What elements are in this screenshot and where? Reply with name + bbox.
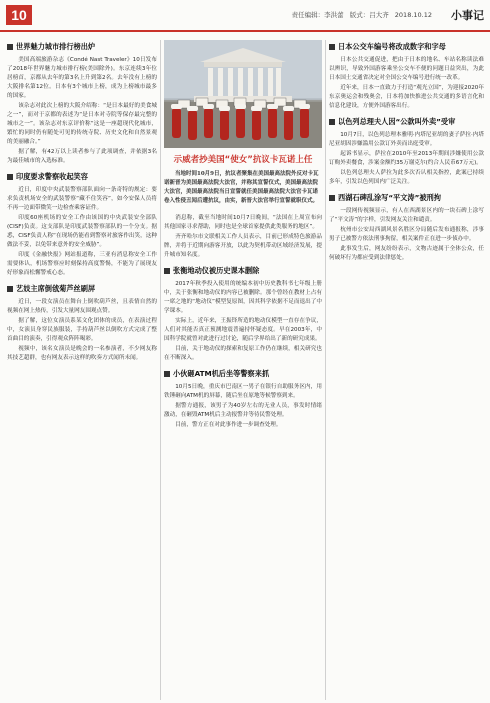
article-headline: 日本公交车编号将改成数字和字母	[329, 42, 484, 52]
right-column	[329, 40, 484, 700]
article	[329, 193, 484, 263]
article-headline: 小伙砸ATM机后坐等警察来抓	[164, 369, 322, 379]
article-paragraph: 据了解，有42万以上读者参与了此项调查，并依据3名为最佳城市的入选标准。	[7, 149, 157, 164]
left-column	[7, 40, 157, 700]
article-headline: 世界魅力城市排行榜出炉	[7, 42, 157, 52]
article-paragraph: 此事发生后，网友纷纷表示，文物古迹属于全体公众，任何破坏行为都应受到法律惩处。	[329, 246, 484, 261]
article-paragraph: 据了解，这位女演员系某文化团体的成员，在表演过程中，女演员身穿民族服装，手持葫芦丝以倒吹方式完成了整首曲目的演奏，引得观众阵阵喝彩。	[7, 318, 157, 342]
middle-articles	[164, 214, 322, 430]
article-headline: 艺妓主席倒戗菊芦丝刷屏	[7, 284, 157, 294]
article-paragraph: 印度《金融快报》网站报道称，三亚有消息称安全工作需要体认，机场警察应时刻保持高度警惕，不能为了展现友好形象而松懈警戒心态。	[7, 252, 157, 276]
article-headline: 张衡地动仪被历史课本删除	[164, 266, 322, 276]
page-header	[0, 0, 490, 32]
issue-date: 2018.10.12	[394, 11, 432, 19]
article	[7, 172, 157, 278]
header-credits	[288, 10, 432, 19]
article-paragraph: 齐齐哈尔市文联相关工作人员表示，目前已形成特色旅游品牌，并将于近期向游客开放，以此为契机带动区域经济发展，提升城市知名度。	[164, 234, 322, 258]
layout-credit: 版式：吕大齐	[349, 11, 389, 19]
editor-credit: 责任编辑：李洪蕾	[291, 11, 344, 19]
article-paragraph: 消息称，截至当地时间10月7日晚间，“法国在上周宣布向其他国家寻求帮助，同时也是全球首家提供此类服务的地区”。	[164, 215, 322, 230]
column-divider	[160, 40, 161, 700]
article	[164, 214, 322, 260]
article-paragraph: 近年来，日本一直致力于打造“观光立国”，为迎接2020年东京奥运会和残奥会，日本将加快推进公共交通的多语言化和信息化建设，方便外国游客出行。	[329, 85, 484, 109]
article-paragraph: 10月5日晚，重庆市巴南区一男子在银行自助服务区内，用铁锤砸向ATM机的屏幕，随后坐在原地等候警察到来。	[164, 384, 322, 399]
article-headline: 印度要求警察收起笑容	[7, 172, 157, 182]
article-paragraph: 以色列总理夫人萨拉为此多次否认相关指控，此案已持续多年，引发以色列国内广泛关注。	[329, 170, 484, 185]
news-photo	[164, 40, 322, 148]
article	[7, 284, 157, 363]
article-paragraph: 印度60座机场的安全工作由该国的中央武装安全部队(CISF)负责。这支部队是印度武装警察部队的一个分支。据悉，CISF负责人称“在现场仍能看到警察对旅客作出笑，这种做法不妥，以免带来意外的安全威胁”。	[7, 215, 157, 248]
article-paragraph: 10月7日，以色列总理本雅明·内塔尼亚胡的妻子萨拉·内塔尼亚胡因涉嫌滥用公款订外卖而出庭受审。	[329, 132, 484, 147]
supreme-court-protest-image	[164, 40, 322, 148]
photo-caption: 当地时间10月9日，抗议者聚集在美国最高法院外反对卡瓦诺新晋为美国最高法院大法官，并称其宣誓仪式，美国最高法院大法官，美国最高法院当日宣誓就任美国最高法院大法官卡瓦诺卷入性侵丑闻后遭抗议，由实，新晋大法官举行宣誓就职仪式。	[164, 171, 319, 204]
article	[164, 369, 322, 430]
article	[164, 266, 322, 363]
article-paragraph: 一段网传视频显示，有人在西湖景区内的一块石碑上涂写了“平文涛”的字样，引发网友关注和谴责。	[329, 208, 484, 223]
article-paragraph: 近日，印度中央武装警察部队面向一条奇特的规定：要求负责机场安全的武装警察“藏不住笑容”，如今安保人员将不再一边面带微笑一边检查乘客证件。	[7, 187, 157, 211]
article-paragraph: 目前，警方正在对此事作进一步调查处理。	[175, 422, 282, 428]
article-paragraph: 近日，一段女演员在舞台上倒吹葫芦丝，且表情自然的视频在网上热传，引发大量网友围观点赞。	[7, 299, 157, 314]
article-paragraph: 目前，关于地动仪的探索和复原工作仍在继续，相关研究也在不断深入。	[164, 346, 322, 361]
section-title: 小事记	[451, 9, 484, 22]
article-paragraph: 起诉书显示，萨拉在2010年至2013年期间涉嫌使用公款订购外卖餐食，涉案金额约35万谢克尔(约合人民币67万元)。	[329, 151, 484, 166]
article-paragraph: 日本公共交通促进，把由于日本的地名、车站名称读法难以辨识，导致外国游客乘坐公交车不便的问题日益突出，为此日本国土交通省决定对全国公交车编号进行统一改革。	[329, 57, 484, 81]
article-paragraph: 美国高端旅游杂志《Condé Nast Traveler》10日发布了2018年世界魅力城市排行榜(美国除外)。东京连续3年位居榜首，京都从去年的第3名上升到第2名。去年没有上榜的大阪排名第12位。日本有3个城市上榜，成为上榜城市最多的国家。	[7, 57, 157, 99]
article-paragraph: 据警方通报，该男子为40岁左右的无业人员，事发时情绪激动，在砸毁ATM机后主动报警并等待民警处理。	[164, 403, 322, 418]
article-paragraph: 杭州市公安局西湖风景名胜区分局随后发布通报称，涉事男子已被警方依法刑事拘留，相关案件正在进一步侦办中。	[329, 227, 484, 242]
article-paragraph: 2017年秋季投入使用的统编本初中历史教科书七年级上册中，关于张衡和地动仪的内容已被删除。那个曾经在教材上占有一席之地的“地动仪”模型复原图，因其科学依据不足而退出了中学课本。	[164, 281, 322, 314]
article-headline: 以色列总理夫人因“公款叫外卖”受审	[329, 117, 484, 127]
article-headline: 西湖石碑乱涂写“平文涛”被刑拘	[329, 193, 484, 203]
page-number: 10	[6, 5, 32, 25]
article-paragraph: 视频中，该名女演员是晚会的一名参演者，不少网友称其技艺超群，也有网友表示这样的吹奏方式闻所未闻。	[7, 346, 157, 361]
article-paragraph: 实际上，近年来，王振铎所造的地动仪模型一直存在争议，人们对其能否真正预测地震普遍持怀疑态度。早在2003年，中国科学院就曾对此进行过讨论，随后学界给出了新的研究成果。	[164, 318, 322, 342]
middle-column	[164, 40, 322, 700]
article	[7, 42, 157, 166]
article	[329, 117, 484, 187]
column-divider	[325, 40, 326, 700]
article-paragraph: 该杂志对此次上榜的大阪介绍称：“是日本最好的美食城之一”，而对于京都的表述为“是日本对寺院等保存最完整的城市之一”。该杂志对东京评价称“这是一座超现代化城市，繁忙的同时仍有随处可见的传统寺院、历史文化和自然景观的美丽融合。”	[7, 103, 157, 145]
photo-headline: 示威者抄美国“使女”抗议卡瓦诺上任	[173, 155, 313, 165]
article	[329, 42, 484, 111]
